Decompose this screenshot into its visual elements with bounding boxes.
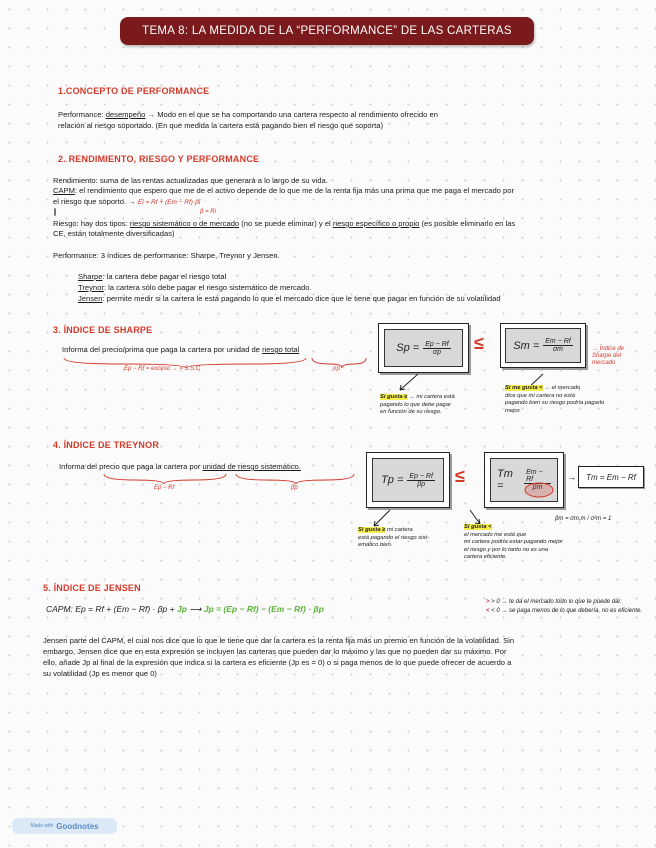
made-with-label: Made with bbox=[30, 823, 54, 829]
treynor-beta-note: βm = σm,m / σ²m = 1 bbox=[555, 516, 612, 522]
tp-lhs: Tp = bbox=[381, 474, 404, 486]
section-3-heading: 3. ÍNDICE DE SHARPE bbox=[53, 325, 153, 335]
sharpe-market-box bbox=[500, 323, 586, 368]
s4-text bbox=[59, 462, 301, 472]
section-1-heading: 1.CONCEPTO DE PERFORMANCE bbox=[58, 86, 210, 96]
tp-den: βp bbox=[417, 480, 426, 488]
s2-sharpe bbox=[78, 272, 226, 282]
s4-ep-rf: Ep − Rf bbox=[154, 485, 175, 491]
s2-capm-term: CAPM bbox=[53, 186, 75, 195]
s2-riesgo-sistematico: riesgo sistemático o de mercado bbox=[129, 219, 240, 228]
treynor-result-box bbox=[578, 466, 644, 488]
sharpe-portfolio-box bbox=[378, 323, 469, 373]
s4-beta-p: βp bbox=[291, 485, 298, 491]
goodnotes-badge bbox=[12, 818, 117, 834]
jensen-cond-positive: > > 0 → te da el mercado todo lo que te puede dar. bbox=[486, 599, 622, 605]
treynor-lt-sign: ≤ bbox=[455, 466, 465, 486]
jensen-cond-positive-text: > 0 → te da el mercado todo lo que te puede dar. bbox=[491, 599, 622, 605]
treynor-note-lt-1 bbox=[464, 524, 563, 532]
s2-sharpe-term: Sharpe bbox=[78, 272, 103, 281]
sp-lhs: Sp = bbox=[396, 342, 420, 354]
sharpe-note-gte-hl: Si gusta ≥ bbox=[380, 394, 408, 400]
treynor-note-gte-2: está pagando el riesgo sist- bbox=[358, 534, 429, 541]
jensen-arrow: ⟶ bbox=[186, 604, 204, 614]
s2-riesgo-especifico: riesgo específico o propio bbox=[332, 219, 420, 228]
sharpe-note-gte-1 bbox=[380, 394, 455, 402]
jensen-cond-negative: < < 0 → se paga menos de lo que debería, no es eficiente. bbox=[486, 608, 643, 614]
sharpe-note-lt-2: dice que mi cartera no está bbox=[505, 392, 575, 399]
treynor-note-lt-4: el riesgo y por lo tanto no es una bbox=[464, 546, 549, 553]
s1-definition: → Modo en el que se ha comportando una cartera respecto al rendimiento ofrecido en bbox=[145, 110, 438, 119]
s4-riesgo-sist: unidad de riesgo sistemático. bbox=[202, 462, 301, 471]
s2-jensen bbox=[78, 294, 501, 304]
treynor-portfolio-box bbox=[366, 452, 450, 508]
sm-fraction bbox=[543, 338, 572, 353]
goodnotes-brand: Goodnotes bbox=[56, 821, 99, 831]
jensen-paragraph-4: su volatilidad (Jp es menor que 0) bbox=[43, 669, 157, 678]
sharpe-note-lt-r0: → el mercado bbox=[542, 385, 581, 391]
s1-performance-label: Performance: bbox=[58, 110, 106, 119]
sharpe-note-lt-1 bbox=[505, 385, 604, 393]
tm-lhs: Tm = bbox=[497, 468, 513, 492]
treynor-note-gte-r0: mi cartera bbox=[385, 527, 413, 533]
treynor-note-gte bbox=[358, 527, 429, 550]
sharpe-note-lt-hl: Si me gusta < bbox=[505, 385, 543, 391]
s3-underbraces bbox=[60, 356, 380, 370]
sm-lhs: Sm = bbox=[513, 339, 540, 352]
treynor-note-lt-hl: Si gusta < bbox=[464, 524, 492, 530]
treynor-note-lt-3: mi cartera podría estar pagando mejor bbox=[464, 539, 563, 545]
s2-riesgo-c: (no se puede eliminar) y el bbox=[239, 219, 333, 228]
s3-riesgo-total: riesgo total bbox=[262, 345, 300, 354]
s2-performance: Performance: 3 índices de performance: Sharpe, Treynor y Jensen. bbox=[53, 251, 280, 260]
s3-exceso bbox=[124, 366, 200, 372]
treynor-note-lt-2: el mercado me está que bbox=[464, 531, 527, 538]
s2-sharpe-def: : la cartera debe pagar el riesgo total bbox=[102, 272, 227, 281]
s3-sigma-p: σp bbox=[333, 366, 340, 372]
jensen-cond-negative-text: < 0 → se paga menos de lo que debería, no es eficiente. bbox=[491, 608, 643, 614]
treynor-beta-strike bbox=[522, 480, 556, 500]
treynor-result: Tm = Em − Rf bbox=[586, 472, 636, 482]
section-5-heading: 5. ÍNDICE DE JENSEN bbox=[43, 583, 141, 593]
s1-line2: relación al riesgo soportado. (En que medida la cartera está pagando bien el riesgo que soporta) bbox=[58, 121, 384, 130]
treynor-note-gte-hl: Si gusta ≥ bbox=[358, 527, 386, 533]
jensen-paragraph-1: Jensen parte del CAPM, el cual nos dice que lo que le tiene que dar la cartera es la renta fija más un premio en función de la volatilidad. Sin bbox=[43, 636, 515, 645]
sharpe-market-note: → Índice de Sharpe del mercado bbox=[592, 346, 625, 366]
sp-num: Ep − Rf bbox=[425, 340, 449, 348]
sharpe-note-gte bbox=[380, 394, 455, 417]
page-title: TEMA 8: LA MEDIDA DE LA “PERFORMANCE” DE LAS CARTERAS bbox=[120, 17, 534, 45]
s3-exceso-b: = S.S.C bbox=[179, 366, 201, 372]
s2-riesgo-a: Riesgo: hay dos tipos: bbox=[53, 219, 130, 228]
sharpe-note-gte-2: pagando lo que debe pagar bbox=[380, 401, 451, 408]
sharpe-lt-sign: ≤ bbox=[474, 333, 484, 353]
sharpe-portfolio-formula bbox=[384, 329, 463, 367]
jensen-conditions bbox=[486, 598, 642, 616]
section-2-heading: 2. RENDIMIENTO, RIESGO Y PERFORMANCE bbox=[58, 154, 260, 164]
tm-num: Em − Rf bbox=[524, 469, 551, 484]
treynor-portfolio-formula bbox=[372, 458, 444, 502]
treynor-note-gte-1 bbox=[358, 527, 429, 535]
treynor-note-lt-5: cartera eficiente. bbox=[464, 554, 507, 560]
s1-line1 bbox=[58, 110, 438, 120]
sharpe-note-lt-4: mejor. bbox=[505, 407, 521, 414]
s2-treynor-term: Treynor bbox=[78, 283, 104, 292]
s2-riesgo bbox=[53, 219, 515, 229]
s3-exceso-a: Ep − Rf = exceso → bbox=[124, 366, 180, 372]
s2-jensen-term: Jensen bbox=[78, 294, 103, 303]
s2-capm-def: : el rendimiento que espero que me de el activo depende de lo que me de la renta fija más una prima que me paga el mercado por bbox=[74, 186, 514, 195]
sp-den: σp bbox=[432, 348, 442, 356]
sharpe-note-gte-r0: → mi cartera está bbox=[407, 394, 455, 400]
sharpe-note-lt bbox=[505, 385, 604, 415]
jensen-paragraph-3: ello, añade Jp al final de la expresión que indica si la cartera es eficiente (Jp es = 0) o si paga menos de lo que puede ofrecer de acuerdo a bbox=[43, 658, 512, 667]
jensen-capm: CAPM: Ep = Rf + (Em − Rf) · βp + bbox=[46, 604, 177, 614]
s2-rendimiento: Rendimiento: suma de las rentas actualizadas que generará a lo largo de su vida. bbox=[53, 176, 328, 185]
s2-jensen-def: : permite medir si la cartera le está pagando lo que el mercado dice que le tiene que pagar en función de su volatilidad bbox=[102, 294, 501, 303]
treynor-result-arrow: → bbox=[567, 472, 576, 482]
jensen-formula-row bbox=[46, 604, 324, 615]
jensen-paragraph-2: embargo, Jensen dice que en esta expresión se incluyen las carteras que pueden dar lo máximo y las que no pueden dar su máximo. Por bbox=[43, 647, 507, 656]
sharpe-market-formula bbox=[505, 328, 581, 363]
sm-num: Em − Rf bbox=[545, 338, 571, 345]
s2-treynor bbox=[78, 283, 312, 293]
s2-capm-formula: Ei = Rf + (Em − Rf)·βi bbox=[137, 199, 201, 206]
sharpe-note-gte-3: en función de su riesgo. bbox=[380, 409, 442, 415]
s4-text-a: Informa del precio que paga la cartera por bbox=[59, 462, 203, 471]
sharpe-note-lt-3: pagando bien su riesgo podría pagarlo bbox=[505, 400, 605, 406]
s2-separator: ∥ bbox=[53, 207, 57, 216]
s4-underbraces bbox=[100, 472, 360, 486]
tp-fraction bbox=[407, 473, 435, 488]
s2-riesgo-e: (es posible eliminarlo en las bbox=[419, 219, 516, 228]
sp-fraction bbox=[423, 341, 451, 356]
s2-capm bbox=[53, 186, 514, 196]
treynor-note-lt bbox=[464, 524, 563, 562]
s3-text bbox=[62, 345, 299, 355]
treynor-note-gte-3: emático bien. bbox=[358, 542, 393, 548]
s2-riesgo-soporto-text: el riesgo que soporto. → bbox=[53, 197, 138, 206]
s2-beta-note: β = Ri bbox=[200, 209, 216, 215]
s2-ce: CE, están totalmente diversificadas) bbox=[53, 229, 175, 238]
s1-desempeno: desempeño bbox=[105, 110, 146, 119]
sm-den: σm bbox=[552, 346, 564, 353]
tp-num: Ep − Rf bbox=[409, 472, 433, 480]
section-4-heading: 4. ÍNDICE DE TREYNOR bbox=[53, 440, 160, 450]
jensen-definition: Jp = (Ep − Rf) − (Em − Rf) · βp bbox=[203, 604, 324, 614]
s2-treynor-def: : la cartera sólo debe pagar el riesgo sistemático de mercado. bbox=[103, 283, 312, 292]
jensen-jp-term: Jp bbox=[176, 604, 187, 614]
s3-text-a: Informa del precio/prima que paga la cartera por unidad de bbox=[62, 345, 263, 354]
s2-riesgo-soporto bbox=[53, 197, 200, 208]
